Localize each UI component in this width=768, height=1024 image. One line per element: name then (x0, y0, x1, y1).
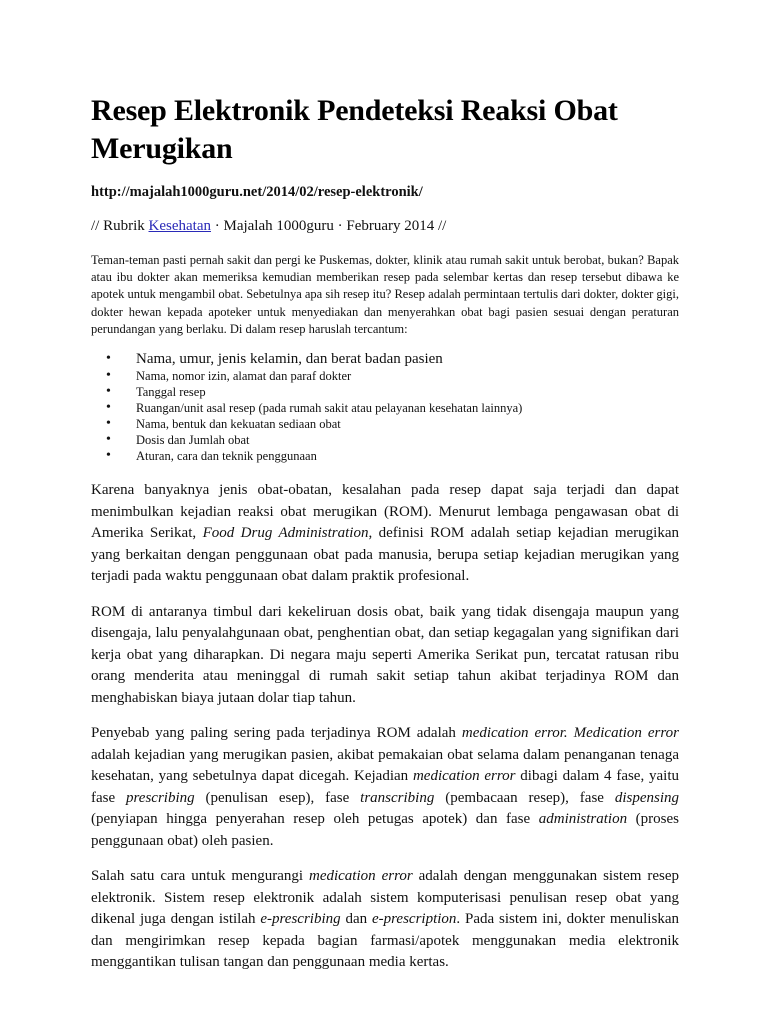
paragraph-rom-causes: ROM di antaranya timbul dari kekeliruan dosis obat, baik yang tidak disengaja maupun yang disengaja, lalu penyalahgunaan obat, penghentian obat, dan setiap kegagalan yang signifikan dari kerja obat yang diharapkan. Di negara maju seperti Amerika Serikat pun, tercatat ratusan ribu orang menderita atau meninggal di rumah sakit setiap tahun akibat terjadinya ROM dan menghabiskan biaya jutaan dolar tiap tahun. (91, 603, 679, 706)
document-page (91, 92, 679, 988)
intro-paragraph: Teman-teman pasti pernah sakit dan pergi ke Puskemas, dokter, klinik atau rumah sakit untuk berobat, bukan? Bapak atau ibu dokter akan memeriksa kemudian memberikan resep pada selembar kertas dan resep tersebut dibawa ke apotek untuk mengambil obat. Sebetulnya apa sih resep itu? Resep adalah permintaan tertulis dari dokter, dokter gigi, dokter hewan kepada apoteker untuk menyediakan dan menyerahkan obat bagi pasien sesuai dengan peraturan perundangan yang berlaku. Di dalam resep haruslah tercantum: (91, 253, 679, 336)
byline (91, 216, 679, 236)
list-item: • Ruangan/unit asal resep (pada rumah sakit atau pelayanan kesehatan lainnya) (136, 400, 679, 416)
text: . Pada sistem ini, dokter menuliskan dan mengirimkan resep kepada bagian farmasi/apotek menggunakan media elektronik menggantikan tulisan tangan dan penggunaan media kertas. (91, 911, 679, 971)
paragraph-e-prescribing (91, 866, 679, 974)
list-item: • Dosis dan Jumlah obat (136, 432, 679, 448)
text: adalah kejadian yang merugikan pasien, akibat pemakaian obat selama dalam penanganan tenaga kesehatan, yang sebetulnya dapat dicegah. Kejadian (91, 746, 679, 785)
list-item: • Nama, umur, jenis kelamin, dan berat badan pasien (136, 350, 679, 368)
italic-text: Food Drug Administration (202, 525, 369, 542)
text: (pembacaan resep), fase (434, 789, 615, 806)
italic-text: medication error (308, 868, 413, 885)
text: dibagi dalam 4 fase, yaitu fase (91, 768, 680, 806)
list-item: • Aturan, cara dan teknik penggunaan (136, 448, 679, 464)
text: (proses penggunaan obat) oleh pasien. (91, 811, 679, 849)
text: , definisi ROM adalah setiap kejadian merugikan yang berkaitan dengan penggunaan obat pada manusia, berupa setiap kejadian merugikan yang terjadi pada waktu penggunaan obat dalam praktik profesional. (91, 525, 680, 585)
italic-text: medication error. Medication error (461, 725, 679, 742)
text: (penyiapan hingga penyerahan resep oleh petugas apotek) dan fase (91, 811, 539, 828)
italic-text: dispensing (614, 789, 679, 806)
text: Karena banyaknya jenis obat-obatan, kesalahan pada resep dapat saja terjadi dan dapat menimbulkan kejadian reaksi obat merugikan (ROM). Menurut lembaga pengawasan obat di Amerika Serikat, (91, 482, 679, 542)
list-item: • Tanggal resep (136, 384, 679, 400)
paragraph-rom-definition (91, 480, 679, 588)
paragraph-medication-error (91, 723, 679, 852)
text: dan (340, 911, 372, 928)
italic-text: administration (538, 811, 628, 828)
rubric-link-kesehatan[interactable]: Kesehatan (148, 218, 211, 234)
byline-prefix: // Rubrik (91, 218, 149, 234)
text: (penulisan esep), fase (194, 789, 361, 806)
list-item: • Nama, nomor izin, alamat dan paraf dokter (136, 368, 679, 384)
source-url: http://majalah1000guru.net/2014/02/resep-elektronik/ (91, 184, 423, 200)
text: adalah dengan menggunakan sistem resep elektronik. Sistem resep elektronik adalah sistem komputerisasi penulisan resep obat yang dikenal juga dengan istilah (91, 868, 679, 928)
italic-text: e-prescription (371, 911, 457, 928)
italic-text: prescribing (126, 789, 195, 806)
article-title: Resep Elektronik Pendeteksi Reaksi Obat Merugikan (91, 94, 618, 165)
italic-text: medication error (412, 768, 516, 785)
byline-suffix: · Majalah 1000guru · February 2014 // (210, 218, 447, 234)
text: Penyebab yang paling sering pada terjadinya ROM adalah (91, 725, 462, 742)
prescription-requirements-list (91, 350, 679, 464)
italic-text: e-prescribing (260, 911, 341, 928)
list-item: • Nama, bentuk dan kekuatan sediaan obat (136, 416, 679, 432)
text: Salah satu cara untuk mengurangi (91, 868, 309, 885)
italic-text: transcribing (360, 789, 435, 806)
